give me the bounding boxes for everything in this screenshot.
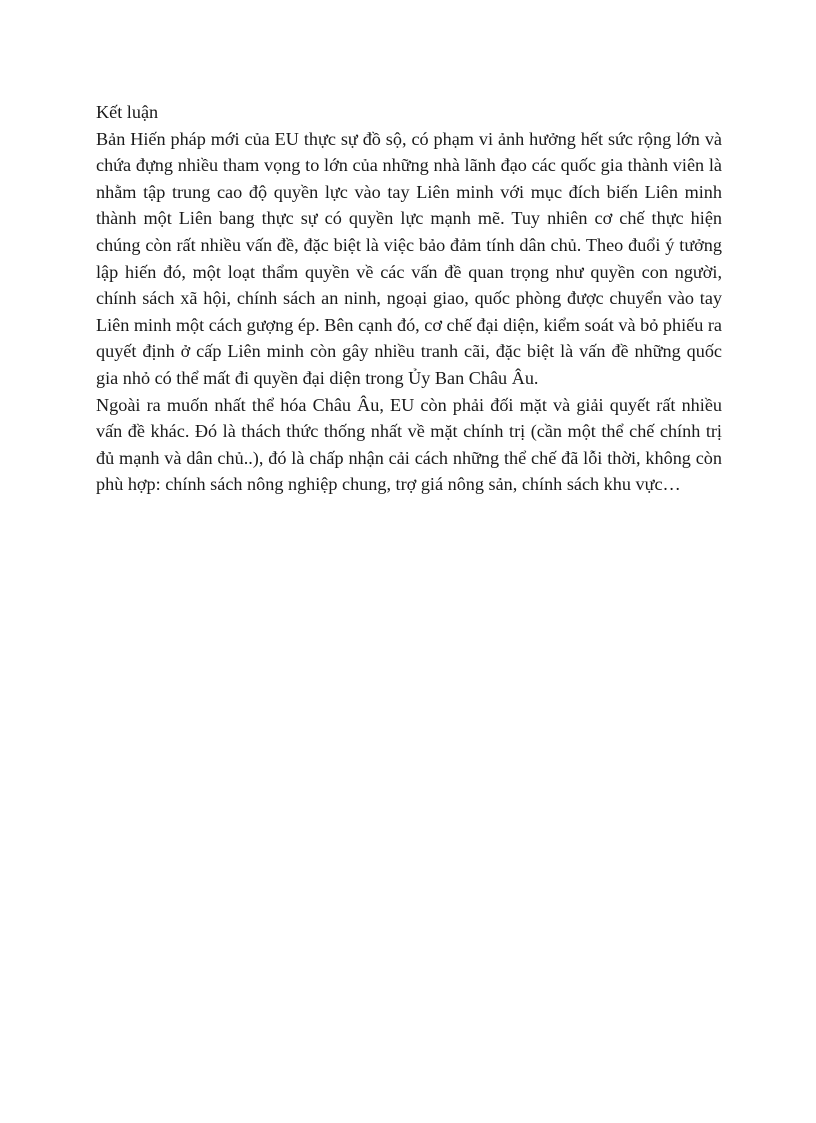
section-heading: Kết luận (96, 102, 159, 122)
paragraph-2: Ngoài ra muốn nhất thể hóa Châu Âu, EU còn phải đối mặt và giải quyết rất nhiều vấn đề khác. Đó là thách thức thống nhất về mặt chính trị (cần một thể chế chính trị đủ mạnh và dân chủ..), đó là chấp nhận cải cách những thể chế đã lỗi thời, không còn phù hợp: chính sách nông nghiệp chung, trợ giá nông sản, chính sách khu vực… (96, 394, 722, 495)
paragraph-1: Bản Hiến pháp mới của EU thực sự đồ sộ, có phạm vi ảnh hưởng hết sức rộng lớn và chứa đựng nhiều tham vọng to lớn của những nhà lãnh đạo các quốc gia thành viên là nhằm tập trung cao độ quyền lực vào tay Liên minh với mục đích biến Liên minh thành một Liên bang thực sự có quyền lực mạnh mẽ. Tuy nhiên cơ chế thực hiện chúng còn rất nhiều vấn đề, đặc biệt là việc bảo đảm tính dân chủ. Theo đuổi ý tưởng lập hiến đó, một loạt thẩm quyền về các vấn đề quan trọng như quyền con người, chính sách xã hội, chính sách an ninh, ngoại giao, quốc phòng được chuyển vào tay Liên minh một cách gượng ép. Bên cạnh đó, cơ chế đại diện, kiểm soát và bỏ phiếu ra quyết định ở cấp Liên minh còn gây nhiều tranh cãi, đặc biệt là vấn đề những quốc gia nhỏ có thể mất đi quyền đại diện trong Ủy Ban Châu Âu. (96, 128, 722, 388)
document-body (96, 99, 722, 498)
